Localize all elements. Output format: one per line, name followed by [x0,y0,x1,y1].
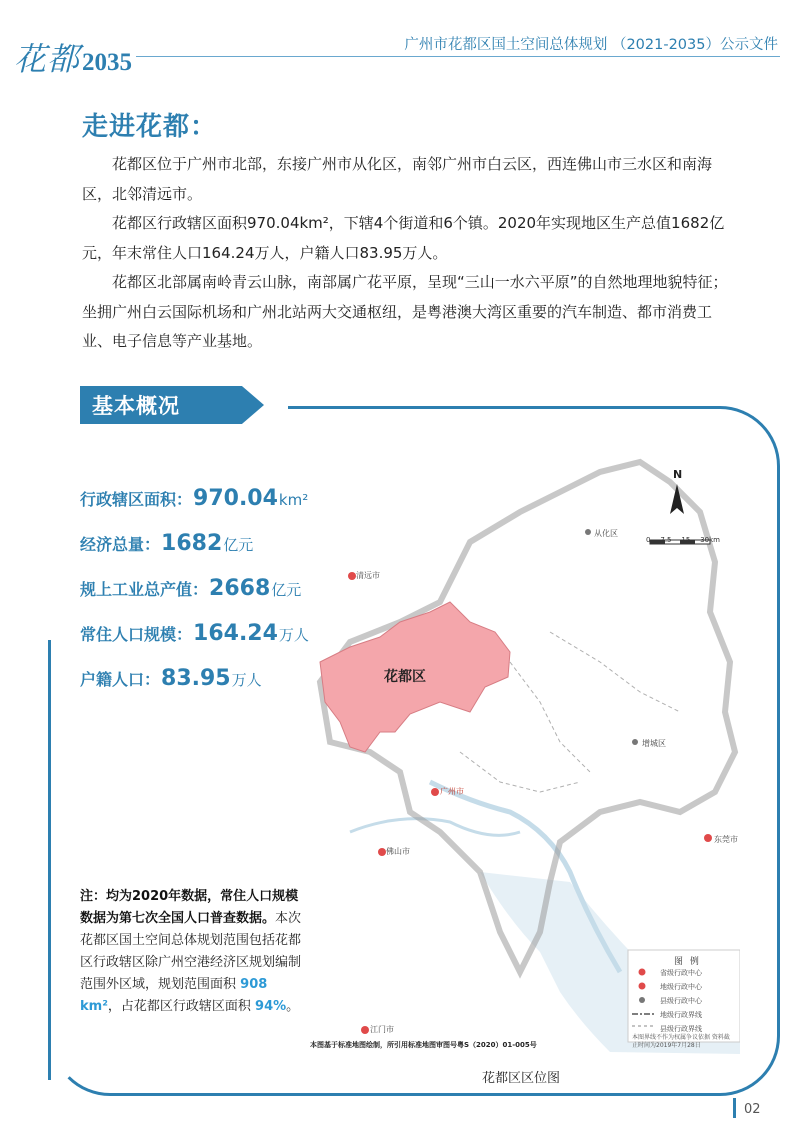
legend-item: 省级行政中心 [660,969,702,977]
note-area-value: 908 km² [80,977,268,1014]
place-label: 江门市 [370,1025,394,1034]
scale-label: 7.5 [660,536,672,544]
stat-unit: 亿元 [223,536,254,554]
map-source-note: 本图界线不作为权属争议依据 资料截止时间为2019年7月28日 [632,1034,730,1049]
place-label: 清远市 [356,571,380,580]
city-marker [378,848,386,856]
stat-value: 2668 [209,576,271,601]
note [80,886,302,1018]
stat-value: 970.04 [193,486,278,511]
header-divider [136,56,780,57]
stat-unit: 亿元 [271,581,302,599]
stat-gdp [80,531,309,576]
legend-item: 县级行政中心 [660,997,702,1005]
legend-items [660,966,702,1036]
intro-title: 走进花都： [82,112,218,142]
legend-item: 县级行政界线 [660,1025,702,1033]
legend-title: 图 例 [674,957,701,967]
city-marker [361,1026,369,1034]
map-north-label: N [673,468,683,481]
note-ratio-value: 94% [255,999,287,1014]
stat-unit: 万人 [278,626,309,644]
page-number: 02 [744,1102,761,1117]
stat-registered-population [80,666,309,711]
frame-left-line [48,640,51,1080]
stat-value: 164.24 [193,621,278,646]
legend-marker [639,969,646,976]
legend-item: 地级行政界线 [660,1011,702,1019]
stat-label: 规上工业总产值： [80,580,209,599]
stat-label: 常住人口规模： [80,625,193,644]
legend-marker [639,997,645,1003]
stat-label: 户籍人口： [80,670,161,689]
city-marker [704,834,712,842]
page-marker [733,1098,736,1118]
map-scale-labels [646,536,720,544]
logo [14,34,132,80]
stat-industry [80,576,309,621]
scale-label: 30km [700,536,720,544]
note-text: 本次花都区国土空间总体规划范围包括花都区行政辖区除广州空港经济区规划编制范围外区域，规划范围面积 [80,911,302,992]
place-label: 从化区 [594,529,618,538]
place-label: 增城区 [642,739,666,748]
city-marker [431,788,439,796]
district-line [460,752,580,792]
note-text: ，占花都区行政辖区面积 [107,999,251,1014]
stat-area [80,486,309,531]
legend-item: 地级行政中心 [660,983,702,991]
intro-paragraph: 花都区行政辖区面积970.04km²，下辖4个街道和6个镇。2020年实现地区生产总值1682亿元，年末常住人口164.24万人，户籍人口83.95万人。 [82,214,725,262]
city-marker [585,529,591,535]
intro-paragraph: 花都区位于广州市北部，东接广州市从化区，南邻广州市白云区，西连佛山市三水区和南海区，北邻清远市。 [82,155,713,203]
place-label: 佛山市 [386,847,410,856]
note-bold: 注：均为2020年数据，常住人口规模数据为第七次全国人口普查数据。 [80,889,299,926]
district-line [510,662,590,772]
scale-label: 0 [646,536,651,544]
section-title: 基本概况 [92,394,180,418]
stat-label: 行政辖区面积： [80,490,193,509]
scale-label: 15 [681,536,691,544]
intro-paragraph: 花都区北部属南岭青云山脉，南部属广花平原，呈现“三山一水六平原”的自然地理地貌特征；坐拥广州白云国际机场和广州北站两大交通枢纽，是粤港澳大湾区重要的汽车制造、都市消费工业、电子信息等产业基地。 [82,273,728,350]
stat-unit: km² [278,491,309,509]
stat-value: 1682 [161,531,223,556]
district-line [550,632,680,712]
intro-body [82,150,732,357]
city-marker [632,739,638,745]
stat-value: 83.95 [161,666,231,691]
stat-resident-population [80,621,309,666]
stats-list [80,486,309,711]
stat-unit: 万人 [231,671,262,689]
map-footnote: 本图基于标准地图绘制，所引用标准地图审图号粤S（2020）01-005号 [310,1041,537,1049]
city-marker [348,572,356,580]
map-district-label: 花都区 [384,669,426,685]
header-title: 广州市花都区国土空间总体规划 （2021-2035）公示文件 [404,37,778,53]
stat-label: 经济总量： [80,535,161,554]
place-label: 广州市 [440,787,464,796]
place-label: 东莞市 [714,835,738,844]
note-text: 。 [286,999,300,1014]
logo-year: 2035 [82,49,133,76]
north-arrow [670,484,684,514]
map-caption: 花都区区位图 [482,1071,561,1086]
legend-marker [639,983,646,990]
logo-text: 花都 [14,40,81,78]
